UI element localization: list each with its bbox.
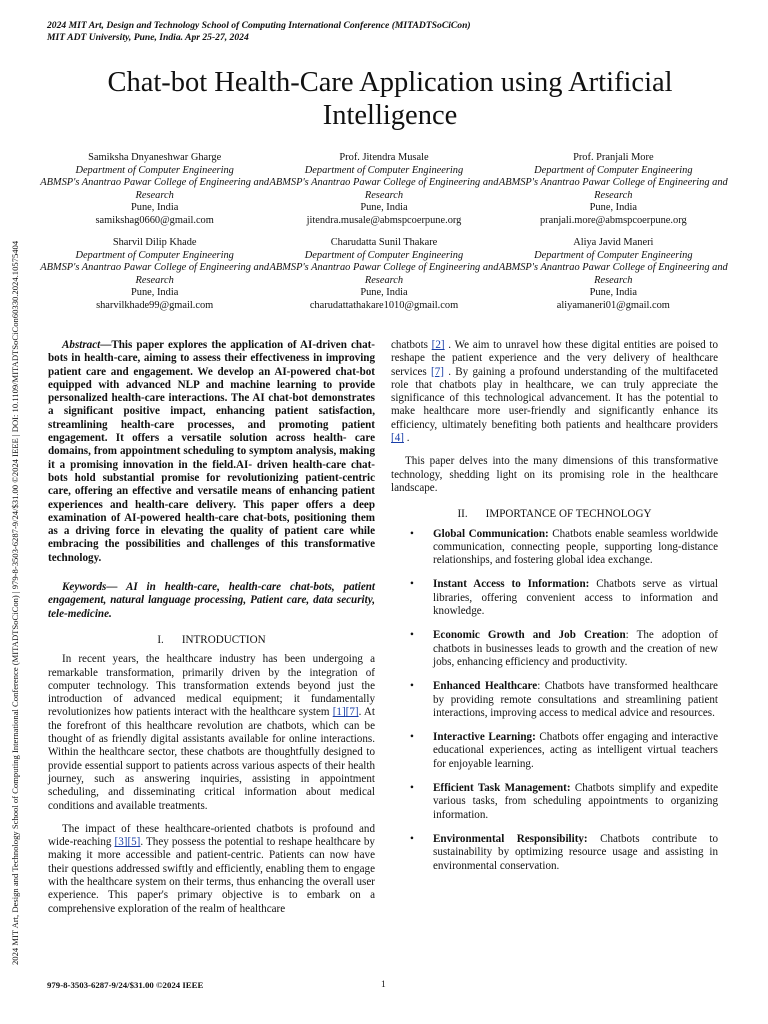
author-institution: ABMSP's Anantrao Pawar College of Engineering and Research xyxy=(498,177,728,201)
section-title: IMPORTANCE OF TECHNOLOGY xyxy=(485,508,652,521)
section-number: II. xyxy=(457,508,468,521)
citation-link[interactable]: [3] xyxy=(114,836,128,849)
bullet-head: Interactive Learning: xyxy=(433,731,536,744)
author-name: Prof. Jitendra Musale xyxy=(339,152,429,163)
author-dept: Department of Computer Engineering xyxy=(534,164,693,176)
author-dept: Department of Computer Engineering xyxy=(75,164,234,176)
citation-link[interactable]: [1] xyxy=(332,706,346,719)
intro-paragraph-1 xyxy=(48,653,375,813)
paragraph-text: The impact of these healthcare-oriented chatbots is profound and wide-reaching xyxy=(48,822,375,849)
paragraph-text: chatbots xyxy=(391,339,432,351)
author-block xyxy=(499,237,728,312)
paragraph-text: In recent years, the healthcare industry has been undergoing a remarkable transformation, primarily driven by the integration of computer technology. This transformation extends beyond just the introduction of advanced medical equipment; it fundamentally revolutionizes how patients interact with the healthcare system xyxy=(48,653,375,719)
author-name: Aliya Javid Maneri xyxy=(573,237,654,248)
bullet-text: : The adoption of chatbots in businesses leads to growth and the creation of new jobs, enhancing efficiency and productivity. xyxy=(433,629,718,668)
abstract-text: This paper explores the application of AI-driven chat-bots in health-care, aiming to assess their effectiveness in improving patient care and engagement. We develop an AI-powered chat-bot equipped with advanced NLP and machine learning to provide personalized health-care interactions. The AI chat-bot demonstrates a significant positive impact, enhancing patient satisfaction, streamlining health-care processes, and promoting patient engagement. It offers a versatile solution across health- care domains, from appointment scheduling to symptom analysis, making it a promising innovation in the field.AI- driven health-care chat-bots hold substantial promise for revolutionizing patient-centric care, offering an effective and versatile means of enhancing patient experiences and health-care delivery. This paper offers a deep examination of AI-powered health-care chat-bots, positioning them as a driving force in elevating the quality of patient care while embracing the possibilities and challenges of this transformative technology. xyxy=(48,339,375,564)
author-block xyxy=(269,152,498,227)
section-title: INTRODUCTION xyxy=(181,633,266,646)
list-item xyxy=(391,782,718,822)
author-institution: ABMSP's Anantrao Pawar College of Engineering and Research xyxy=(269,177,499,201)
conference-line-1: 2024 MIT Art, Design and Technology School of Computing International Conference (MITADTSoCiCon) xyxy=(47,20,471,31)
paragraph-text: . xyxy=(403,432,410,445)
bullet-text: : Chatbots have transformed healthcare by providing remote consultations and streamlining patient interactions, improving access to medical advice and resources. xyxy=(433,680,718,719)
conference-header xyxy=(47,20,471,44)
paragraph-text: . They possess the potential to reshape healthcare by making it more accessible and patient-centric. Patients can now have their questions addressed swiftly and efficiently, enabling them to engage with the healthcare system on their terms, thus enhancing the overall user experience. This paper's primary objective is to embark on a comprehensive exploration of the realm of healthcare xyxy=(48,836,375,915)
author-email[interactable]: sharvilkhade99@gmail.com xyxy=(96,299,214,311)
author-block xyxy=(269,237,498,312)
author-grid xyxy=(40,152,728,312)
bullet-icon: • xyxy=(410,629,414,642)
author-email[interactable]: jitendra.musale@abmspcoerpune.org xyxy=(306,214,462,226)
author-institution: ABMSP's Anantrao Pawar College of Engineering and Research xyxy=(40,177,270,201)
keywords: Keywords— AI in health-care, health-care chat-bots, patient engagement, natural language processing, Patient care, data security, tele-medicine. xyxy=(48,581,375,620)
author-institution: ABMSP's Anantrao Pawar College of Engineering and Research xyxy=(269,262,499,286)
citation-link[interactable]: [5] xyxy=(127,836,141,849)
left-column xyxy=(48,339,375,916)
section-heading-importance xyxy=(391,508,718,521)
citation-link[interactable]: [4] xyxy=(391,432,404,445)
abstract-label: Abstract xyxy=(62,339,101,351)
section-heading-introduction xyxy=(48,634,375,647)
author-city: Pune, India xyxy=(589,202,637,213)
bullet-text: Chatbots simplify and expedite various tasks, from scheduling appointments to organizing information. xyxy=(433,782,718,821)
bullet-icon: • xyxy=(410,832,414,845)
bullet-text: Chatbots contribute to sustainability by optimizing resource usage and assisting in environmental conservation. xyxy=(433,832,718,872)
citation-link[interactable]: [7] xyxy=(345,706,359,719)
paragraph-text: . At the forefront of this healthcare revolution are chatbots, which can be thought of as friendly digital assistants available for online interactions. Within the healthcare sector, these chatbots are thoughtfully designed to provide essential support to patients across various aspects of their health journey, such as answering inquiries, assisting in appointment scheduling, and disseminating critical information about medical conditions and available treatments. xyxy=(48,706,375,812)
bullet-icon: • xyxy=(410,680,414,693)
bullet-text: Chatbots offer engaging and interactive educational experiences, acting as intelligent virtual teachers for enjoyable learning. xyxy=(433,731,718,770)
author-city: Pune, India xyxy=(589,287,637,298)
citation-link[interactable]: [7] xyxy=(431,365,444,378)
bullet-icon: • xyxy=(410,782,414,795)
author-city: Pune, India xyxy=(360,287,408,298)
keywords-label: Keywords xyxy=(62,581,107,594)
intro-paragraph-4: This paper delves into the many dimensions of this transformative technology, shedding light on its promising role in the healthcare landscape. xyxy=(391,455,718,494)
author-block xyxy=(40,152,269,227)
footer-copyright: 979-8-3503-6287-9/24/$31.00 ©2024 IEEE xyxy=(47,980,204,990)
bullet-icon: • xyxy=(410,578,414,591)
bullet-icon: • xyxy=(410,731,414,744)
author-name: Samiksha Dnyaneshwar Gharge xyxy=(88,152,222,163)
bullet-head: Global Communication: xyxy=(433,527,549,540)
list-item xyxy=(391,731,718,771)
author-email[interactable]: aliyamaneri01@gmail.com xyxy=(556,299,670,311)
bullet-head: Instant Access to Information: xyxy=(433,578,590,591)
author-email[interactable]: samikshag0660@gmail.com xyxy=(95,214,214,226)
bullet-text: Chatbots serve as virtual libraries, offering convenient access to information and knowledge. xyxy=(433,578,718,618)
side-margin-doi: 2024 MIT Art, Design and Technology School of Computing International Conference (MITADTSoCiCon) | 979-8-3503-6287-9/24/$31.00 ©2024 IEEE | DOI: 10.1109/MITADTSoCiCon60330.2024.10575404 xyxy=(10,240,20,965)
paper-title: Chat-bot Health-Care Application using Artificial Intelligence xyxy=(107,67,673,131)
bullet-text: Chatbots enable seamless worldwide communication, connecting people, supporting long-distance relationships, and fostering global idea exchange. xyxy=(433,527,718,567)
importance-bullet-list xyxy=(391,528,718,873)
author-email[interactable]: charudattathakare1010@gmail.com xyxy=(309,299,459,311)
bullet-head: Enhanced Healthcare xyxy=(433,680,538,693)
bullet-head: Environmental Responsibility: xyxy=(433,832,588,845)
list-item xyxy=(391,528,718,568)
section-number: I. xyxy=(157,633,164,646)
author-dept: Department of Computer Engineering xyxy=(75,249,234,261)
keywords-text: AI in health-care, health-care chat-bots, patient engagement, natural language processing, Patient care, data security, tele-medicine. xyxy=(48,581,375,620)
abstract: Abstract—This paper explores the application of AI-driven chat-bots in health-care, aiming to assess their effectiveness in improving patient care and engagement. We develop an AI-powered chat-bot equipped with advanced NLP and machine learning to provide personalized health-care interactions. The AI chat-bot demonstrates a significant positive impact, enhancing patient satisfaction, streamlining health-care processes, and promoting patient engagement. It offers a versatile solution across health- care domains, from appointment scheduling to symptom analysis, making it a promising innovation in the field.AI- driven health-care chat-bots hold substantial promise for revolutionizing patient-centric care, offering an effective and versatile means of enhancing patient experiences and health-care delivery. This paper offers a deep examination of AI-powered health-care chat-bots, positioning them as a driving force in elevating the quality of patient care while embracing the possibilities and challenges of this transformative technology. xyxy=(48,339,375,564)
author-dept: Department of Computer Engineering xyxy=(534,249,693,261)
author-city: Pune, India xyxy=(131,287,179,298)
right-column xyxy=(391,339,718,884)
author-name: Sharvil Dilip Khade xyxy=(112,237,197,248)
list-item xyxy=(391,833,718,873)
list-item xyxy=(391,578,718,618)
intro-paragraph-3 xyxy=(391,339,718,445)
author-dept: Department of Computer Engineering xyxy=(304,249,464,261)
paragraph-text: . By gaining a profound understanding of the multifaceted role that chatbots play in healthcare, we can truly appreciate the significance of this technological advancement. It has the potential to make healthcare more user-friendly and significantly enhance its efficiency, ultimately benefiting both patients and healthcare providers xyxy=(391,365,718,431)
author-block xyxy=(40,237,269,312)
author-name: Prof. Pranjali More xyxy=(573,152,654,163)
author-institution: ABMSP's Anantrao Pawar College of Engineering and Research xyxy=(40,262,270,286)
author-dept: Department of Computer Engineering xyxy=(304,164,464,176)
author-institution: ABMSP's Anantrao Pawar College of Engineering and Research xyxy=(498,262,728,286)
intro-paragraph-2 xyxy=(48,823,375,916)
list-item xyxy=(391,680,718,720)
author-block xyxy=(499,152,728,227)
paragraph-text: . We aim to unravel how these digital entities are poised to reshape the patient experience and the very delivery of healthcare services xyxy=(391,339,718,378)
conference-line-2: MIT ADT University, Pune, India. Apr 25-27, 2024 xyxy=(47,32,249,43)
list-item xyxy=(391,629,718,669)
bullet-icon: • xyxy=(410,527,414,540)
author-city: Pune, India xyxy=(360,202,408,213)
author-city: Pune, India xyxy=(131,202,179,213)
bullet-head: Efficient Task Management: xyxy=(433,782,571,795)
author-email[interactable]: pranjali.more@abmspcoerpune.org xyxy=(539,214,687,226)
bullet-head: Economic Growth and Job Creation xyxy=(433,629,626,642)
page-number: 1 xyxy=(381,980,386,990)
citation-link[interactable]: [2] xyxy=(431,339,445,351)
author-name: Charudatta Sunil Thakare xyxy=(330,237,438,248)
